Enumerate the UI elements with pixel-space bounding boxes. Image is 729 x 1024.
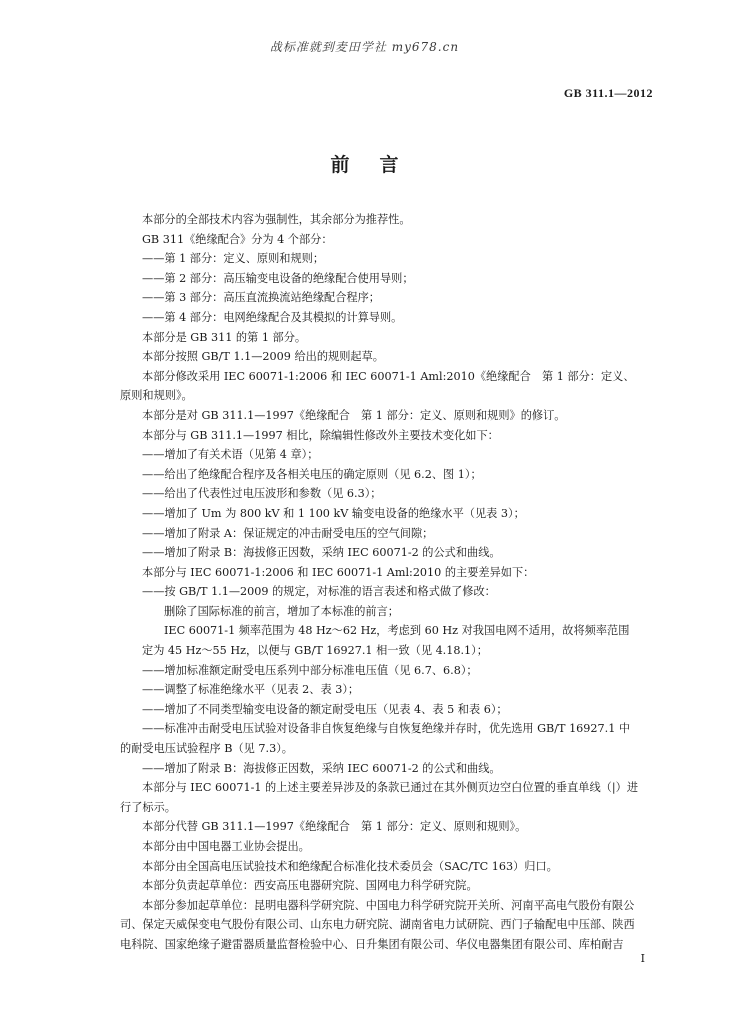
list-item: ——增加了不同类型输变电设备的额定耐受电压（见表 4、表 5 和表 6）；: [142, 702, 508, 716]
page-number: I: [640, 952, 645, 965]
paragraph: 本部分负责起草单位：西安高压电器研究院、国网电力科学研究院。: [142, 879, 478, 893]
paragraph: 本部分参加起草单位：昆明电器科学研究院、中国电力科学研究院开关所、河南平高电气股份有限公司、保定天威保变电气股份有限公司、山东电力研究院、湖南省电力试研院、西门子输配电中压部、陕西电科院、国家绝缘子避雷器质量监督检验中心、日升集团有限公司、华仪电器集团有限公司、库柏耐吉: [120, 898, 635, 951]
standard-number: GB 311.1—2012: [563, 86, 653, 100]
list-item: ——标准冲击耐受电压试验对设备非自恢复绝缘与自恢复绝缘并存时，优先选用 GB/T 16927.1 中的耐受电压试验程序 B（见 7.3）。: [120, 722, 631, 756]
list-item: ——按 GB/T 1.1—2009 的规定，对标准的语言表述和格式做了修改：: [142, 585, 496, 599]
sub-item: IEC 60071-1 频率范围为 48 Hz～62 Hz，考虑到 60 Hz 对我国电网不适用，故将频率范围定为 45 Hz～55 Hz，以便与 GB/T 16927.1 相一致（见 4.18.1）；: [142, 624, 630, 658]
paragraph: 本部分是对 GB 311.1—1997《绝缘配合 第 1 部分：定义、原则和规则》的修订。: [142, 408, 566, 422]
paragraph: 本部分修改采用 IEC 60071-1:2006 和 IEC 60071-1 Aml:2010《绝缘配合 第 1 部分：定义、原则和规则》。: [120, 369, 635, 403]
paragraph: 本部分与 IEC 60071-1 的上述主要差异涉及的条款已通过在其外侧页边空白位置的垂直单线（|）进行了标示。: [120, 781, 639, 814]
paragraph: 本部分代替 GB 311.1—1997《绝缘配合 第 1 部分：定义、原则和规则》。: [142, 820, 527, 834]
foreword-body: [120, 210, 640, 955]
list-item: ——给出了绝缘配合程序及各相关电压的确定原则（见 6.2、图 1）；: [142, 467, 482, 481]
paragraph: 本部分由中国电器工业协会提出。: [142, 840, 310, 853]
watermark-text: 战标准就到麦田学社 my678.cn: [269, 40, 460, 54]
list-item: ——第 3 部分：高压直流换流站绝缘配合程序；: [142, 291, 380, 305]
list-item: ——增加了附录 B：海拔修正因数，采纳 IEC 60071-2 的公式和曲线。: [142, 761, 501, 775]
sub-item: 删除了国际标准的前言，增加了本标准的前言；: [164, 604, 399, 618]
paragraph: 本部分由全国高电压试验技术和绝缘配合标准化技术委员会（SAC/TC 163）归口。: [142, 859, 558, 873]
page-title: 前言: [330, 154, 429, 176]
list-item: ——增加标准额定耐受电压系列中部分标准电压值（见 6.7、6.8）；: [142, 663, 478, 677]
list-item: ——调整了标准绝缘水平（见表 2、表 3）；: [142, 683, 360, 697]
paragraph: 本部分是 GB 311 的第 1 部分。: [142, 330, 307, 344]
list-item: ——增加了附录 A：保证规定的冲击耐受电压的空气间隙；: [142, 526, 434, 540]
list-item: ——第 4 部分：电网绝缘配合及其模拟的计算导则。: [142, 310, 403, 324]
list-item: ——第 1 部分：定义、原则和规则；: [142, 252, 325, 266]
paragraph: 本部分与 GB 311.1—1997 相比，除编辑性修改外主要技术变化如下：: [142, 428, 499, 442]
list-item: ——给出了代表性过电压波形和参数（见 6.3）；: [142, 487, 382, 501]
paragraph: 本部分按照 GB/T 1.1—2009 给出的规则起草。: [142, 350, 384, 364]
paragraph: 本部分与 IEC 60071-1:2006 和 IEC 60071-1 Aml:2010 的主要差异如下：: [142, 565, 535, 579]
list-item: ——增加了 Um 为 800 kV 和 1 100 kV 输变电设备的绝缘水平（见表 3）；: [142, 506, 525, 520]
list-item: ——增加了有关术语（见第 4 章）；: [142, 448, 319, 462]
list-item: ——增加了附录 B：海拔修正因数，采纳 IEC 60071-2 的公式和曲线。: [142, 546, 501, 560]
paragraph: GB 311《绝缘配合》分为 4 个部分：: [142, 232, 333, 246]
list-item: ——第 2 部分：高压输变电设备的绝缘配合使用导则；: [142, 271, 414, 285]
paragraph: 本部分的全部技术内容为强制性，其余部分为推荐性。: [142, 213, 411, 226]
